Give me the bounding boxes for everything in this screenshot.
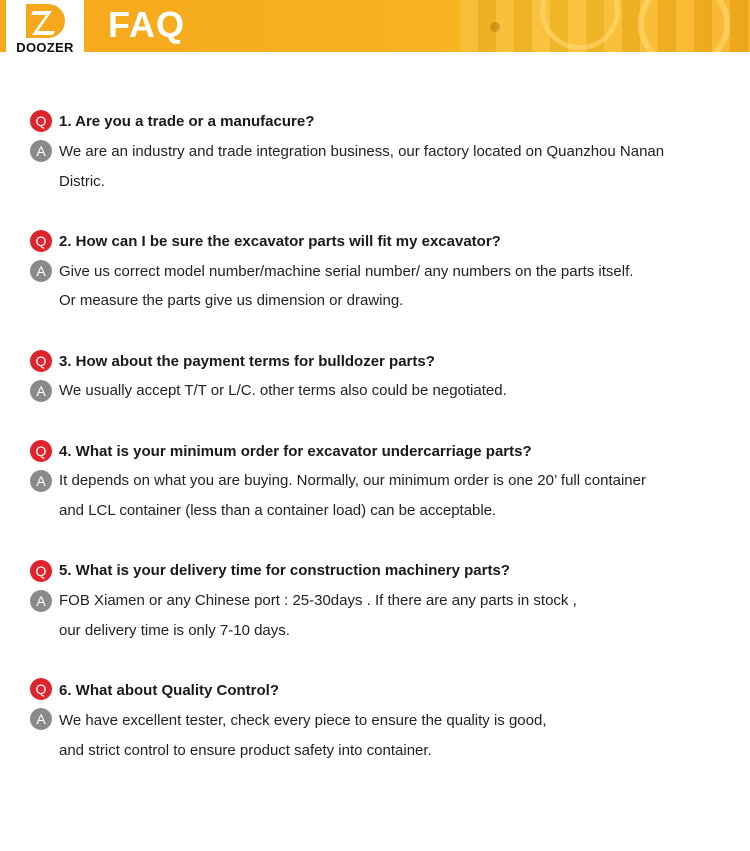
question-badge: Q xyxy=(30,230,52,252)
faq-question: 5. What is your delivery time for construction machinery parts? xyxy=(59,562,510,579)
faq-answer-line: We usually accept T/T or L/C. other terms also could be negotiated. xyxy=(59,382,507,399)
faq-answer-line: It depends on what you are buying. Normally, our minimum order is one 20’ full container xyxy=(59,472,646,489)
faq-answer-line: FOB Xiamen or any Chinese port : 25-30days . If there are any parts in stock , xyxy=(59,592,577,609)
faq-answer-line: Distric. xyxy=(59,173,105,190)
faq-question: 3. How about the payment terms for bulldozer parts? xyxy=(59,353,435,370)
question-badge: Q xyxy=(30,110,52,132)
header-banner xyxy=(0,0,750,52)
question-badge: Q xyxy=(30,350,52,372)
answer-badge: A xyxy=(30,470,52,492)
banner-decoration-ring xyxy=(638,0,730,52)
answer-badge: A xyxy=(30,140,52,162)
faq-question: 1. Are you a trade or a manufacure? xyxy=(59,113,315,130)
logo-text: DOOZER xyxy=(16,40,74,55)
faq-answer-line: Or measure the parts give us dimension or drawing. xyxy=(59,292,404,309)
faq-answer-line: our delivery time is only 7-10 days. xyxy=(59,622,290,639)
answer-badge: A xyxy=(30,380,52,402)
faq-answer-line: We have excellent tester, check every piece to ensure the quality is good, xyxy=(59,712,547,729)
question-badge: Q xyxy=(30,678,52,700)
answer-badge: A xyxy=(30,260,52,282)
page-title: FAQ xyxy=(108,4,186,45)
faq-answer-line: Give us correct model number/machine serial number/ any numbers on the parts itself. xyxy=(59,263,634,280)
doozer-logo-icon xyxy=(22,2,68,40)
faq-answer-line: We are an industry and trade integration business, our factory located on Quanzhou Nanan xyxy=(59,143,665,160)
question-badge: Q xyxy=(30,440,52,462)
answer-badge: A xyxy=(30,708,52,730)
faq-answer-line: and strict control to ensure product safety into container. xyxy=(59,742,432,759)
faq-question: 6. What about Quality Control? xyxy=(59,682,279,699)
banner-decoration-dot xyxy=(490,22,500,32)
faq-question: 4. What is your minimum order for excavator undercarriage parts? xyxy=(59,443,532,460)
faq-question: 2. How can I be sure the excavator parts will fit my excavator? xyxy=(59,233,501,250)
faq-answer-line: and LCL container (less than a container load) can be acceptable. xyxy=(59,502,497,519)
logo xyxy=(6,0,84,58)
question-badge: Q xyxy=(30,560,52,582)
answer-badge: A xyxy=(30,590,52,612)
